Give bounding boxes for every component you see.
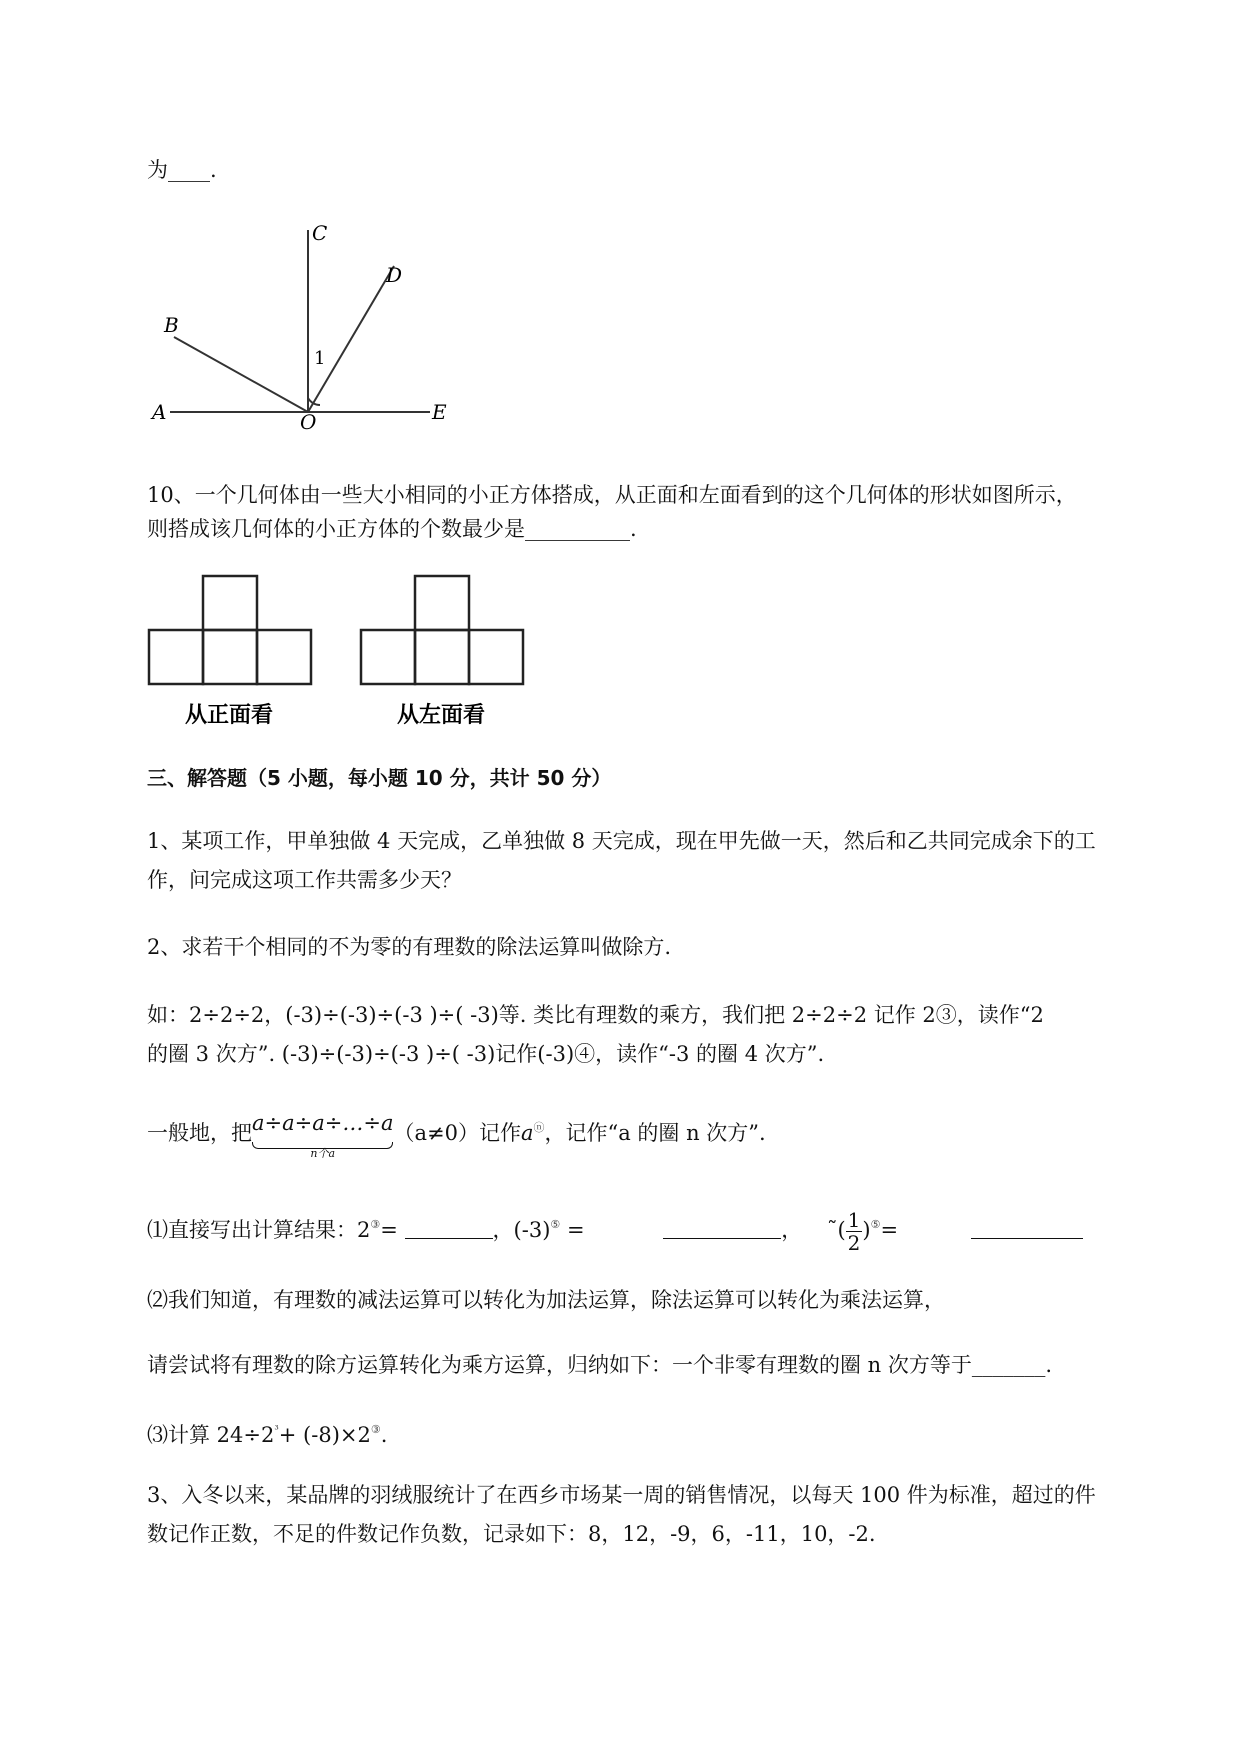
sub1-sup3: ⑤ <box>870 1218 881 1231</box>
general-suffix: （a≠0）记作 <box>393 1121 521 1145</box>
p2-example-line2: 的圈 3 次方”. (-3)÷(-3)÷(-3 )÷( -3)记作(-3)④，读作“-3 的圈 4 次方”. <box>147 1042 825 1066</box>
sub1-neg-open: ˜( <box>826 1218 846 1242</box>
front-top-cube <box>203 576 257 630</box>
label-angle: 1 <box>314 348 326 369</box>
general-circle-sup: ⓝ <box>533 1121 545 1134</box>
general-tail: ，记作“a 的圈 n 次方”. <box>544 1121 766 1145</box>
front-bottom-cube-2 <box>203 630 257 684</box>
ray-od <box>308 266 394 412</box>
sub3-sup2: ③ <box>370 1423 381 1436</box>
left-bottom-cube-3 <box>469 630 523 684</box>
p3-line2: 数记作正数，不足的件数记作负数，记录如下：8，12，-9，6，-11，10，-2. <box>147 1522 876 1546</box>
p1-line2: 作，问完成这项工作共需多少天？ <box>147 868 462 892</box>
p2-example-line1: 如：2÷2÷2，(-3)÷(-3)÷(-3 )÷( -3)等. 类比有理数的乘方，我们把 2÷2÷2 记作 2③，读作“2 <box>147 1003 1044 1027</box>
general-expr-text: a÷a÷a÷…÷a <box>252 1111 394 1135</box>
sub3-end: . <box>380 1423 388 1447</box>
answer-blank-2[interactable] <box>663 1216 781 1239</box>
sub1-sup1: ③ <box>370 1218 381 1231</box>
half-fraction <box>846 1209 863 1254</box>
sub1-eq3: = <box>880 1218 899 1242</box>
label-b: B <box>164 313 179 337</box>
p3-line1: 3、入冬以来，某品牌的羽绒服统计了在西乡市场某一周的销售情况，以每天 100 件为标准，超过的件 <box>147 1483 1096 1507</box>
answer-blank-1[interactable] <box>405 1216 493 1239</box>
left-bottom-cube-1 <box>361 630 415 684</box>
section-title: 三、解答题（5 小题，每小题 10 分，共计 50 分） <box>147 766 612 790</box>
front-bottom-cube-3 <box>257 630 311 684</box>
p2-sub2-line2: 请尝试将有理数的除方运算转化为乘方运算，归纳如下：一个非零有理数的圈 n 次方等于_______. <box>147 1353 1053 1377</box>
sub1-mid: ，(-3) <box>492 1218 551 1242</box>
p2-general <box>147 1111 766 1160</box>
sub1-close: ) <box>862 1218 871 1242</box>
q10-line1: 10、一个几何体由一些大小相同的小正方体搭成，从正面和左面看到的这个几何体的形状如图所示， <box>147 483 1077 507</box>
fraction-numerator: 1 <box>847 1208 861 1232</box>
p2-sub1 <box>147 1205 1083 1255</box>
sub3-prefix: ⑶计算 24÷2 <box>147 1423 275 1447</box>
p2-sub2-line1: ⑵我们知道，有理数的减法运算可以转化为加法运算，除法运算可以转化为乘法运算， <box>147 1288 945 1312</box>
q9-tail: 为____. <box>147 158 217 182</box>
label-a: A <box>152 400 167 424</box>
ray-ob <box>174 337 308 412</box>
front-bottom-cube-1 <box>149 630 203 684</box>
q10-line2: 则搭成该几何体的小正方体的个数最少是__________. <box>147 517 637 541</box>
label-o: O <box>300 410 317 432</box>
general-symbol: a <box>520 1121 534 1145</box>
label-c: C <box>312 222 328 245</box>
p2-intro: 2、求若干个相同的不为零的有理数的除法运算叫做除方. <box>147 935 672 959</box>
sub1-sup2: ⑤ <box>550 1218 561 1231</box>
sub3-sup1: ³ <box>274 1423 279 1436</box>
angle-figure <box>140 222 470 432</box>
left-top-cube <box>415 576 469 630</box>
general-expression <box>252 1111 394 1160</box>
front-view-label: 从正面看 <box>185 702 274 728</box>
left-bottom-cube-2 <box>415 630 469 684</box>
answer-blank-3[interactable] <box>971 1216 1083 1239</box>
sub1-prefix: ⑴直接写出计算结果：2 <box>147 1218 371 1242</box>
label-d: D <box>386 263 403 287</box>
p1-line1: 1、某项工作，甲单独做 4 天完成，乙单独做 8 天完成，现在甲先做一天，然后和乙共同完成余下的工 <box>147 829 1096 853</box>
views-figure <box>145 570 545 735</box>
left-view-label: 从左面看 <box>397 702 486 728</box>
fraction-denominator: 2 <box>847 1231 861 1255</box>
label-e: E <box>432 400 447 424</box>
underbrace-label: n个a <box>310 1147 336 1160</box>
general-prefix: 一般地，把 <box>147 1121 252 1145</box>
sub3-mid: + (-8)×2 <box>278 1423 371 1447</box>
sub1-comma: ， <box>781 1218 803 1242</box>
sub1-eq2: = <box>566 1218 585 1242</box>
sub1-eq1: = <box>380 1218 398 1242</box>
p2-sub3 <box>147 1415 387 1450</box>
